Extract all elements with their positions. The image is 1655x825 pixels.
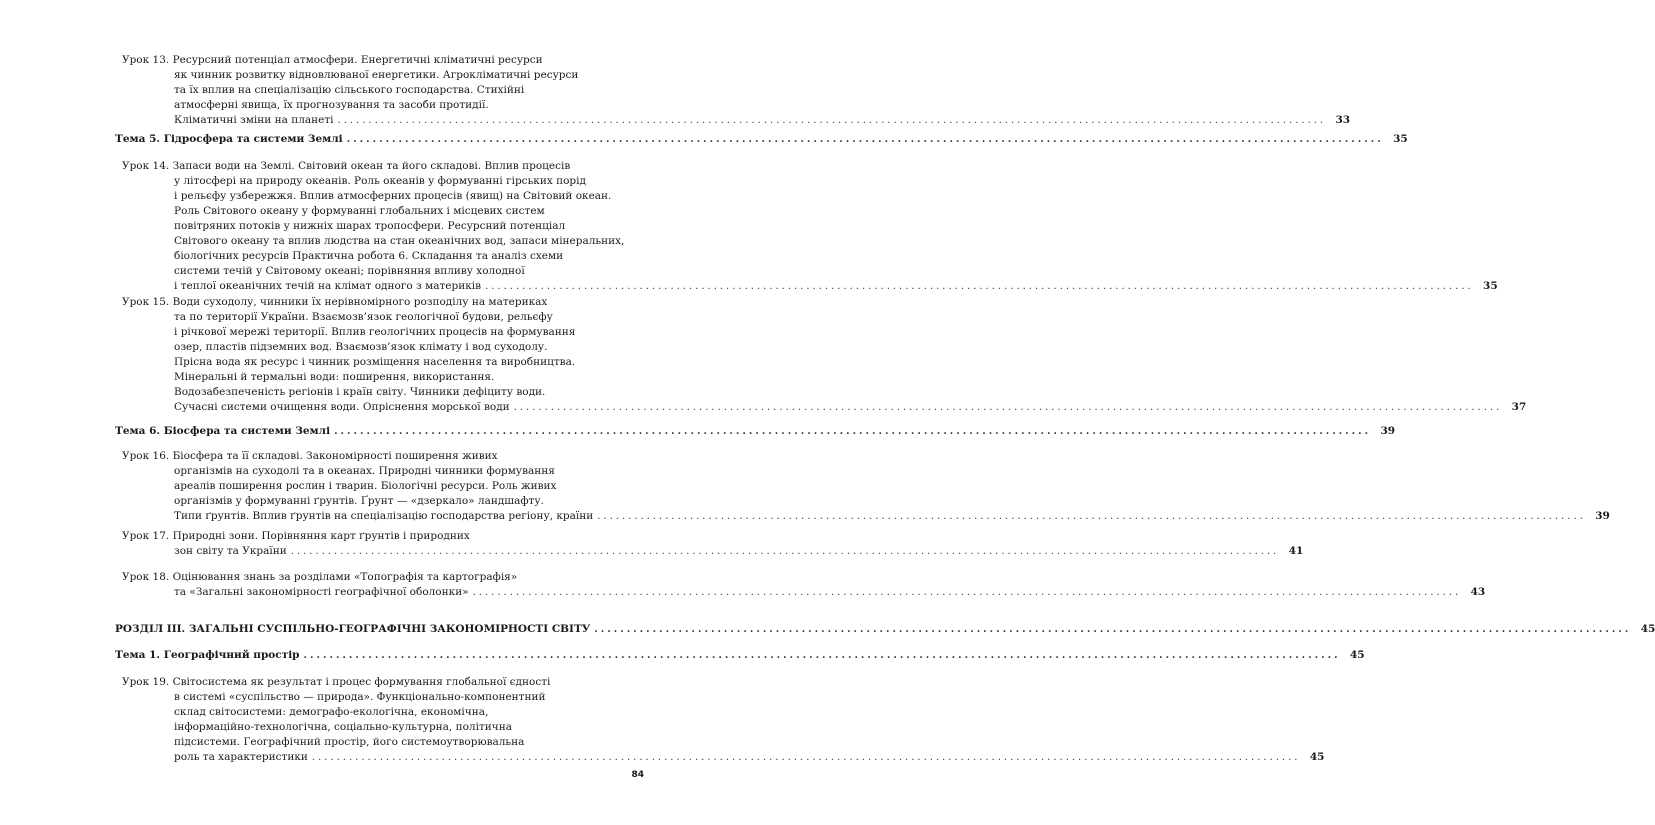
toc-entry-text: Роль Світового океану у формуванні глобальних і місцевих систем (174, 205, 545, 217)
toc-page-number: 39 (1595, 510, 1610, 522)
dot-leader: ................................................................................................................................................................ (290, 546, 1280, 557)
toc-entry-line (115, 132, 1408, 147)
toc-entry-lesson (122, 53, 1351, 128)
toc-entry-line (122, 279, 1498, 294)
toc-entry-text: Урок 15. Води суходолу, чинники їх нерівномірного розподілу на материках (122, 296, 548, 308)
toc-page-number: 33 (1335, 114, 1351, 126)
toc-entry-text: Прісна вода як ресурс і чинник розміщення населення та виробництва. (174, 356, 576, 368)
toc-page-number: 43 (1470, 586, 1486, 598)
toc-page-number: 39 (1380, 425, 1396, 437)
toc-entry-line (115, 622, 1655, 637)
toc-entry-line (122, 174, 640, 189)
toc-entry-line (122, 449, 640, 464)
toc-entry-text: Тема 6. Біосфера та системи Землі (115, 425, 331, 437)
toc-entry-text: та по території України. Взаємозв’язок геологічної будови, рельєфу (174, 311, 553, 323)
toc-entry-text: і теплої океанічних течій на клімат одного з материків (174, 280, 482, 292)
toc-entry-topic (115, 648, 1365, 663)
toc-entry-text: ареалів поширення рослин і тварин. Біологічні ресурси. Роль живих (174, 480, 557, 492)
toc-entry-line (122, 249, 640, 264)
toc-entry-text: Тема 5. Гідросфера та системи Землі (115, 133, 343, 145)
dot-leader: ................................................................................................................................................................ (513, 402, 1503, 413)
toc-entry-lesson (122, 295, 1527, 415)
toc-entry-text: озер, пластів підземних вод. Взаємозв’язок клімату і вод суходолу. (174, 341, 548, 353)
toc-entry-topic (115, 132, 1408, 147)
toc-page-number: 45 (1640, 623, 1655, 635)
toc-entry-text: повітряних потоків у нижніх шарах тропосфери. Ресурсний потенціал (174, 220, 566, 232)
toc-entry-text: Мінеральні й термальні води: поширення, використання. (174, 371, 495, 383)
toc-entry-text: РОЗДІЛ ІІІ. ЗАГАЛЬНІ СУСПІЛЬНО-ГЕОГРАФІЧНІ ЗАКОНОМІРНОСТІ СВІТУ (115, 623, 591, 635)
toc-entry-line (122, 464, 640, 479)
toc-entry-text: інформаційно-технологічна, соціально-культурна, політична (174, 721, 512, 733)
toc-entry-lesson (122, 529, 1304, 559)
toc-entry-line (122, 385, 640, 400)
toc-entry-line (122, 494, 640, 509)
toc-entry-text: системи течій у Світовому океані; порівняння впливу холодної (174, 265, 525, 277)
toc-entry-text: в системі «суспільство — природа». Функціонально-компонентний (174, 691, 546, 703)
toc-entry-line (122, 340, 640, 355)
toc-entry-line (122, 264, 640, 279)
toc-entry-line (122, 400, 1527, 415)
toc-entry-line (122, 544, 1304, 559)
toc-entry-text: як чинник розвитку відновлюваної енергетики. Агрокліматичні ресурси (174, 69, 579, 81)
toc-entry-line (122, 295, 640, 310)
toc-entry-line (122, 234, 640, 249)
toc-entry-text: Урок 17. Природні зони. Порівняння карт ґрунтів і природних (122, 530, 470, 542)
toc-entry-text: організмів у формуванні ґрунтів. Ґрунт — «дзеркало» ландшафту. (174, 495, 544, 507)
toc-page-number: 37 (1511, 401, 1527, 413)
toc-entry-text: Урок 18. Оцінювання знань за розділами «Топографія та картографія» (122, 571, 518, 583)
toc-entry-lesson (122, 570, 1486, 600)
toc-entry-line (122, 750, 1325, 765)
toc-page-number: 35 (1393, 133, 1408, 145)
toc-entry-line (122, 735, 640, 750)
toc-page-number: 45 (1309, 751, 1325, 763)
toc-entry-line (122, 159, 640, 174)
toc-page-number: 41 (1288, 545, 1304, 557)
toc-entry-line (122, 310, 640, 325)
toc-entry-line (122, 68, 640, 83)
toc-entry-text: зон світу та України (174, 545, 287, 557)
dot-leader: ................................................................................................................................................................ (346, 134, 1384, 145)
toc-entry-lesson (122, 159, 1498, 294)
toc-page-number: 35 (1483, 280, 1498, 292)
toc-entry-text: роль та характеристики (174, 751, 308, 763)
toc-entry-line (122, 585, 1486, 600)
toc-entry-text: атмосферні явища, їх прогнозування та засоби протидії. (174, 99, 489, 111)
dot-leader: ................................................................................................................................................................ (303, 650, 1341, 661)
toc-entry-text: Водозабезпеченість регіонів і країн світу. Чинники дефіциту води. (174, 386, 546, 398)
dot-leader: ................................................................................................................................................................ (311, 752, 1301, 763)
toc-entry-lesson (122, 675, 1325, 765)
toc-entry-text: Урок 19. Світосистема як результат і процес формування глобальної єдності (122, 676, 551, 688)
toc-page-number: 45 (1349, 649, 1365, 661)
toc-entry-section (115, 622, 1655, 637)
toc-entry-line (122, 570, 640, 585)
toc-entry-text: Кліматичні зміни на планеті (174, 114, 334, 126)
toc-entry-text: склад світосистеми: демографо-екологічна, економічна, (174, 706, 489, 718)
toc-entry-text: і річкової мережі території. Вплив геологічних процесів на формування (174, 326, 576, 338)
toc-entry-line (122, 720, 640, 735)
toc-entry-line (122, 370, 640, 385)
toc-entry-line (122, 479, 640, 494)
toc-entry-line (115, 648, 1365, 663)
toc-entry-text: і рельєфу узбережжя. Вплив атмосферних процесів (явищ) на Світовий океан. (174, 190, 612, 202)
toc-entry-topic (115, 424, 1396, 439)
toc-entry-line (115, 424, 1396, 439)
toc-entry-line (122, 705, 640, 720)
toc-entry-line (122, 189, 640, 204)
toc-entry-line (122, 204, 640, 219)
toc-entry-line (122, 529, 640, 544)
toc-entry-text: та їх вплив на спеціалізацію сільського господарства. Стихійні (174, 84, 525, 96)
toc-entry-text: підсистеми. Географічний простір, його системоутворювальна (174, 736, 525, 748)
toc-entry-text: Сучасні системи очищення води. Опріснення морської води (174, 401, 510, 413)
toc-entry-line (122, 113, 1351, 128)
dot-leader: ................................................................................................................................................................ (472, 587, 1462, 598)
toc-entry-line (122, 690, 640, 705)
dot-leader: ................................................................................................................................................................ (485, 281, 1474, 292)
toc-entry-text: Урок 14. Запаси води на Землі. Світовий океан та його складові. Вплив процесів (122, 160, 571, 172)
toc-entry-line (122, 53, 640, 68)
dot-leader: ................................................................................................................................................................ (594, 624, 1632, 635)
toc-entry-text: Типи ґрунтів. Вплив ґрунтів на спеціалізацію господарства регіону, країни (174, 510, 594, 522)
dot-leader: ................................................................................................................................................................ (597, 511, 1586, 522)
toc-entry-line (122, 83, 640, 98)
toc-entry-line (122, 219, 640, 234)
page-number: 84 (631, 770, 644, 780)
toc-entry-text: та «Загальні закономірності географічної оболонки» (174, 586, 469, 598)
toc-entry-text: у літосфері на природу океанів. Роль океанів у формуванні гірських порід (174, 175, 586, 187)
toc-entry-line (122, 325, 640, 340)
dot-leader: ................................................................................................................................................................ (334, 426, 1372, 437)
toc-entry-line (122, 355, 640, 370)
toc-entry-text: біологічних ресурсів Практична робота 6. Складання та аналіз схеми (174, 250, 564, 262)
toc-entry-line (122, 98, 640, 113)
toc-entry-line (122, 509, 1610, 524)
toc-entry-text: Урок 13. Ресурсний потенціал атмосфери. Енергетичні кліматичні ресурси (122, 54, 543, 66)
toc-entry-lesson (122, 449, 1610, 524)
toc-entry-text: Урок 16. Біосфера та її складові. Закономірності поширення живих (122, 450, 498, 462)
dot-leader: ................................................................................................................................................................ (337, 115, 1327, 126)
toc-entry-text: Світового океану та вплив людства на стан океанічних вод, запаси мінеральних, (174, 235, 625, 247)
toc-entry-text: організмів на суходолі та в океанах. Природні чинники формування (174, 465, 555, 477)
toc-entry-line (122, 675, 640, 690)
toc-entry-text: Тема 1. Географічний простір (115, 649, 300, 661)
